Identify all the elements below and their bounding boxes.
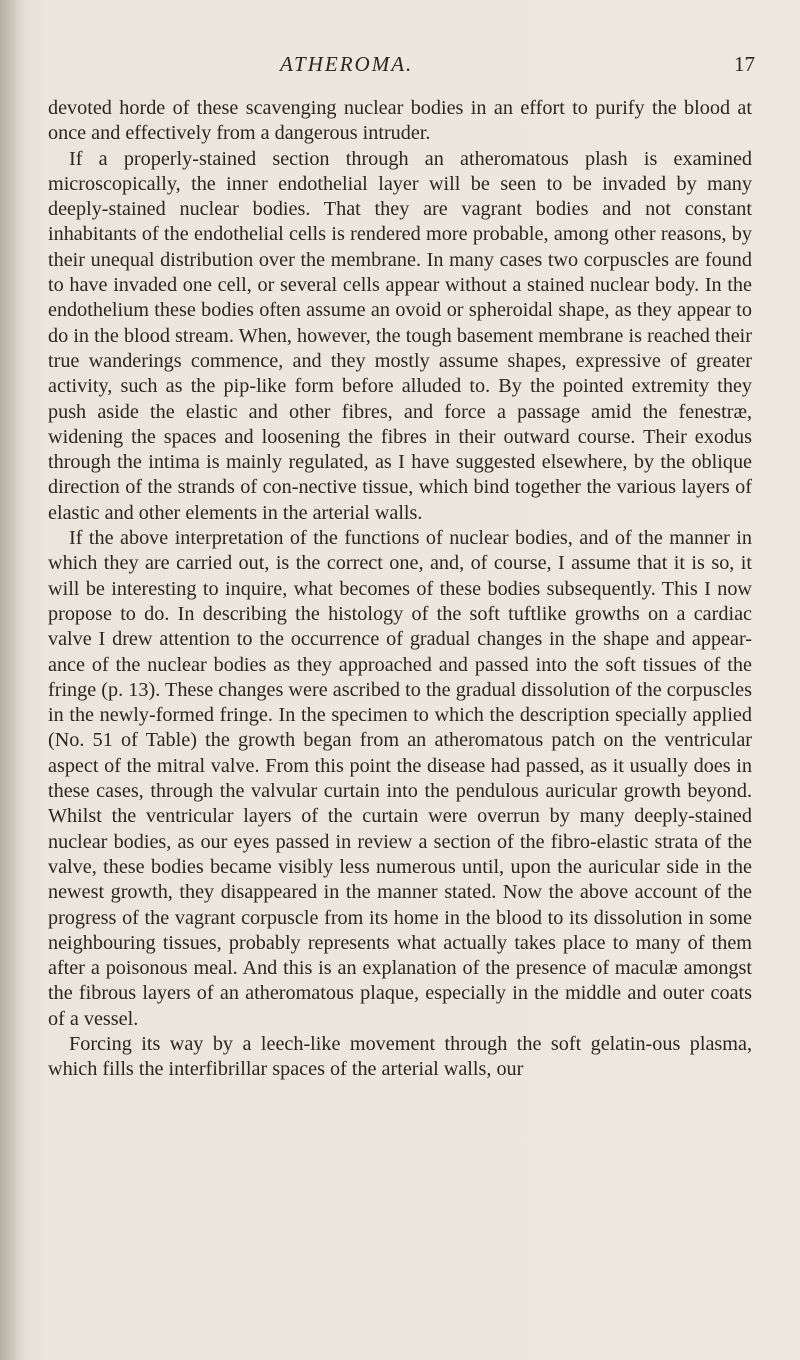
paragraph: If a properly-stained section through an atheromatous plash is examined microscopically, the inner endothelial layer will be seen to be invaded by many deeply-stained nuclear bodies. That they are vagrant bodies and not constant inhabitants of the endothelial cells is rendered more probable, among other reasons, by their unequal distribution over the membrane. In many cases two corpuscles are found to have invaded one cell, or several cells appear without a stained nuclear body. In the endothelium these bodies often assume an ovoid or spheroidal shape, as they appear to do in the blood stream. When, however, the tough basement membrane is reached their true wanderings commence, and they mostly assume shapes, expressive of greater activity, such as the pip-like form before alluded to. By the pointed extremity they push aside the elastic and other fibres, and force a passage amid the fenestræ, widening the spaces and loosening the fibres in their outward course. Their exodus through the intima is mainly regulated, as I have suggested elsewhere, by the oblique direction of the strands of con-nective tissue, which bind together the various layers of elastic and other elements in the arterial walls. [48,147,752,524]
body-text [48,96,752,1083]
page-gutter-shadow [0,0,26,1360]
page-number: 17 [734,52,755,76]
paragraph: If the above interpretation of the functions of nuclear bodies, and of the manner in which they are carried out, is the correct one, and, of course, I assume that it is so, it will be interesting to inquire, what becomes of these bodies subsequently. This I now propose to do. In describing the histology of the soft tuftlike growths on a cardiac valve I drew attention to the occurrence of gradual changes in the shape and appear-ance of the nuclear bodies as they approached and passed into the soft tissues of the fringe (p. 13). These changes were ascribed to the gradual dissolution of the corpuscles in the newly-formed fringe. In the specimen to which the description specially applied (No. 51 of Table) the growth began from an atheromatous patch on the ventricular aspect of the mitral valve. From this point the disease had passed, as it usually does in these cases, through the valvular curtain into the pendulous auricular growth beyond. Whilst the ventricular layers of the curtain were overrun by many deeply-stained nuclear bodies, as our eyes passed in review a section of the fibro-elastic strata of the valve, these bodies became visibly less numerous until, upon the auricular side in the newest growth, they disappeared in the manner stated. Now the above account of the progress of the vagrant corpuscle from its home in the blood to its dissolution in some neighbouring tissues, probably represents what actually takes place to many of them after a poisonous meal. And this is an explanation of the presence of maculæ amongst the fibrous layers of an atheromatous plaque, especially in the middle and outer coats of a vessel. [48,527,752,1030]
paragraph: Forcing its way by a leech-like movement through the soft gelatin-ous plasma, which fills the interfibrillar spaces of the arterial walls, our [48,1032,752,1081]
running-head: ATHEROMA. [280,52,414,76]
paragraph: devoted horde of these scavenging nuclear bodies in an effort to purify the blood at once and effectively from a dangerous intruder. [48,97,752,145]
page-header [0,52,800,82]
